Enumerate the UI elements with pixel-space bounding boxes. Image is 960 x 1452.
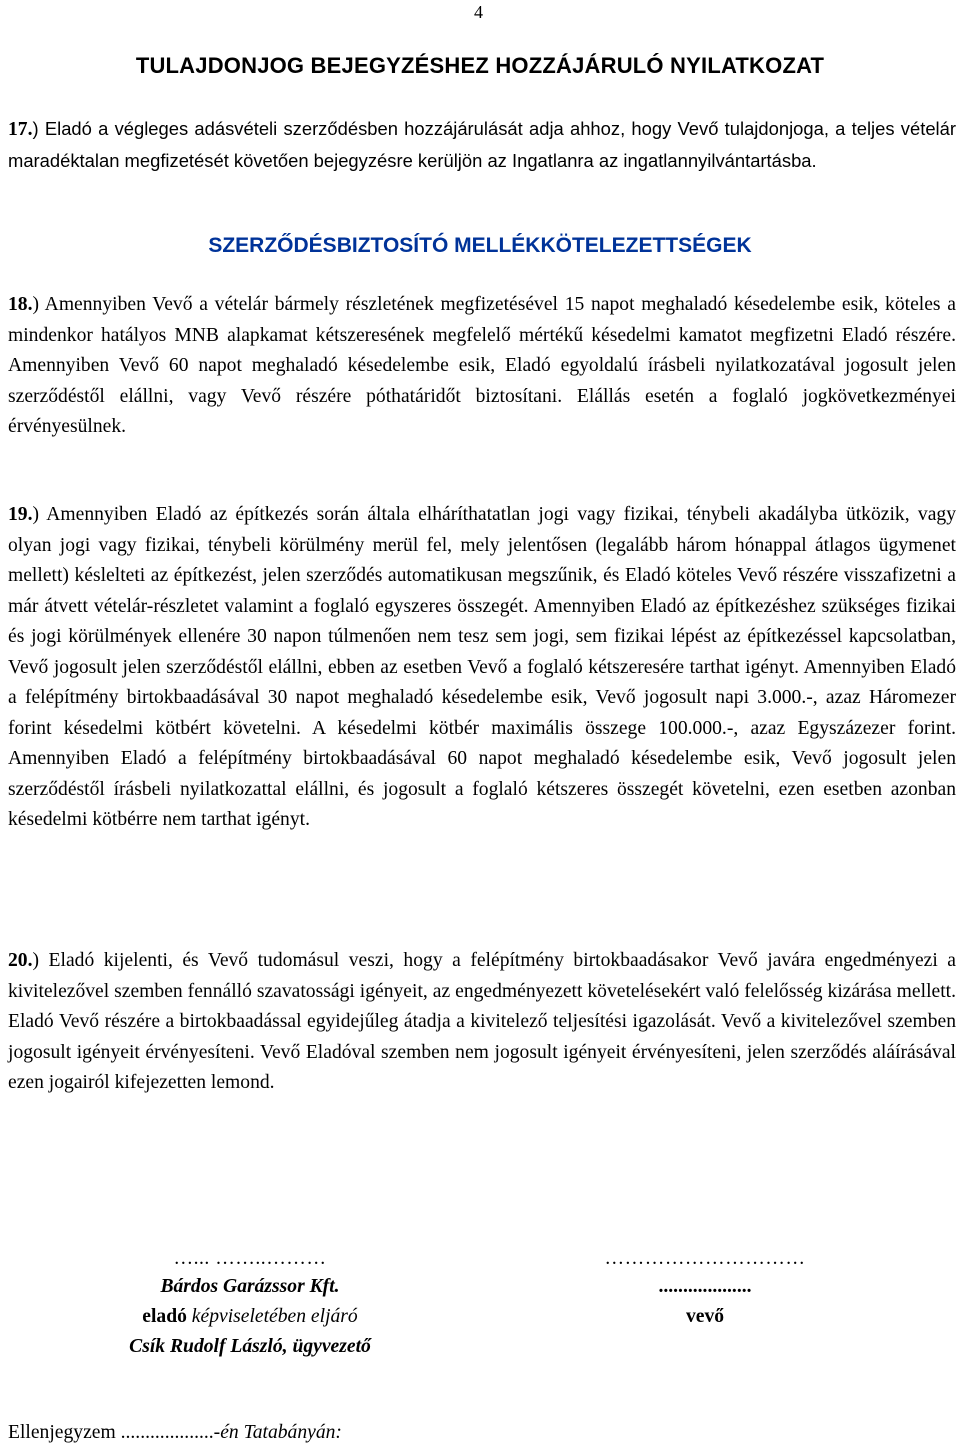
buyer-signature-line: ………………………… [604,1248,806,1269]
paragraph-number: 18. [8,294,33,315]
seller-company-name: Bárdos Garázssor Kft. [160,1276,340,1297]
document-title: TULAJDONJOG BEJEGYZÉSHEZ HOZZÁJÁRULÓ NYILATKOZAT [135,53,825,78]
paragraph-text-end: ingatlannyilvántartásba. [623,149,817,171]
seller-role [60,1306,440,1336]
seller-role-label: eladó [142,1306,187,1327]
seller-role-description: képviseletében eljáró [186,1306,358,1327]
paragraph-number: 19. [8,504,33,525]
buyer-name-placeholder: ................... [658,1276,752,1297]
buyer-role: vevő [685,1306,725,1327]
page-number: 4 [474,2,483,22]
countersign-prefix: Ellenjegyzem ...................- [8,1422,221,1443]
paragraph-text: ) Amennyiben Eladó az építkezés során általa elháríthatatlan jogi vagy fizikai, ténybeli akadályba ütközik, vagy olyan jogi vagy fizikai, ténybeli körülmény merül fel, mely jelentősen (legalább három hónappal átlagos ügymenet mellett) késlelteti az építkezést, jelen szerződés automatikusan megszűnik, és Eladó köteles Vevő részére visszafizetni a már átvett vételár-részletet valamint a foglaló egyszeres összegét. Amennyiben Eladó az építkezéshez szükséges fizikai és jogi körülmények ellenére 30 napon túlmenően nem tesz sem jogi, sem fizikai lépést az építkezéssel kapcsolatban, Vevő jogosult jelen szerződéstől elállni, ebben az esetben Vevő a foglaló kétszeresére tarthat igényt. Amennyiben Eladó a felépítmény birtokbaadásával 30 napot meghaladó késedelembe esik, Vevő jogosult napi 3.000.-, azaz Háromezer forint késedelmi kötbért követelni. A késedelmi kötbér maximális összege 100.000.-, azaz Egyszázezer forint. Amennyiben Eladó a felépítmény birtokbaadásával 60 napot meghaladó késedelembe esik, Vevő jogosult jelen szerződéstől írásbeli nyilatkozattal elállni, és jogosult a foglaló kétszeres összegét követelni, ezen esetben azonban késedelmi kötbérre nem tarthat igényt. [8,504,956,830]
seller-signature-line: …... ……..……… [173,1248,327,1269]
paragraph-text: ) Amennyiben Vevő a vételár bármely részletének megfizetésével 15 napot meghaladó késedelembe esik, köteles a mindenkor hatályos MNB alapkamat kétszeresének megfelelő mértékű késedelmi kamatot megfizetni Eladó részére. Amennyiben Vevő 60 napot meghaladó késedelembe esik, Eladó egyoldalú írásbeli nyilatkozatával jogosult jelen szerződéstől elállni, vagy Vevő részére póthatáridőt biztosítani. Elállás esetén a foglaló jogkövetkezményei érvényesülnek. [8,294,956,437]
paragraph-19 [8,500,956,836]
paragraph-number: 17. [8,119,33,140]
seller-signature-block [60,1248,440,1366]
paragraph-text: ) Eladó a végleges adásvételi szerződésben hozzájárulását adja ahhoz, hogy Vevő tulajdonjoga, a teljes vételár maradéktalan megfizetését követően bejegyzésre kerüljön az Ingatlanra az [8,118,956,171]
paragraph-18 [8,290,956,443]
countersign-line [8,1422,342,1444]
paragraph-number: 20. [8,950,33,971]
countersign-place: én Tatabányán: [220,1422,342,1443]
seller-representative: Csík Rudolf László, ügyvezető [129,1336,371,1357]
section-heading: SZERZŐDÉSBIZTOSÍTÓ MELLÉKKÖTELEZETTSÉGEK [208,234,752,257]
buyer-signature-block [560,1248,960,1336]
paragraph-20 [8,946,956,1099]
paragraph-17 [8,114,956,177]
paragraph-text: ) Eladó kijelenti, és Vevő tudomásul veszi, hogy a felépítmény birtokbaadásakor Vevő javára engedményezi a kivitelezővel szemben fennálló szavatossági igényeit, az engedményezett követelésekért való felelősség kizárása mellett. Eladó Vevő részére a birtokbaadással egyidejűleg átadja a kivitelező teljesítési igazolását. Vevő a kivitelezővel szemben jogosult igényeit érvényesíteni. Vevő Eladóval szemben nem jogosult igényeit érvényesíteni, jelen szerződés aláírásával ezen jogairól kifejezetten lemond. [8,950,956,1093]
